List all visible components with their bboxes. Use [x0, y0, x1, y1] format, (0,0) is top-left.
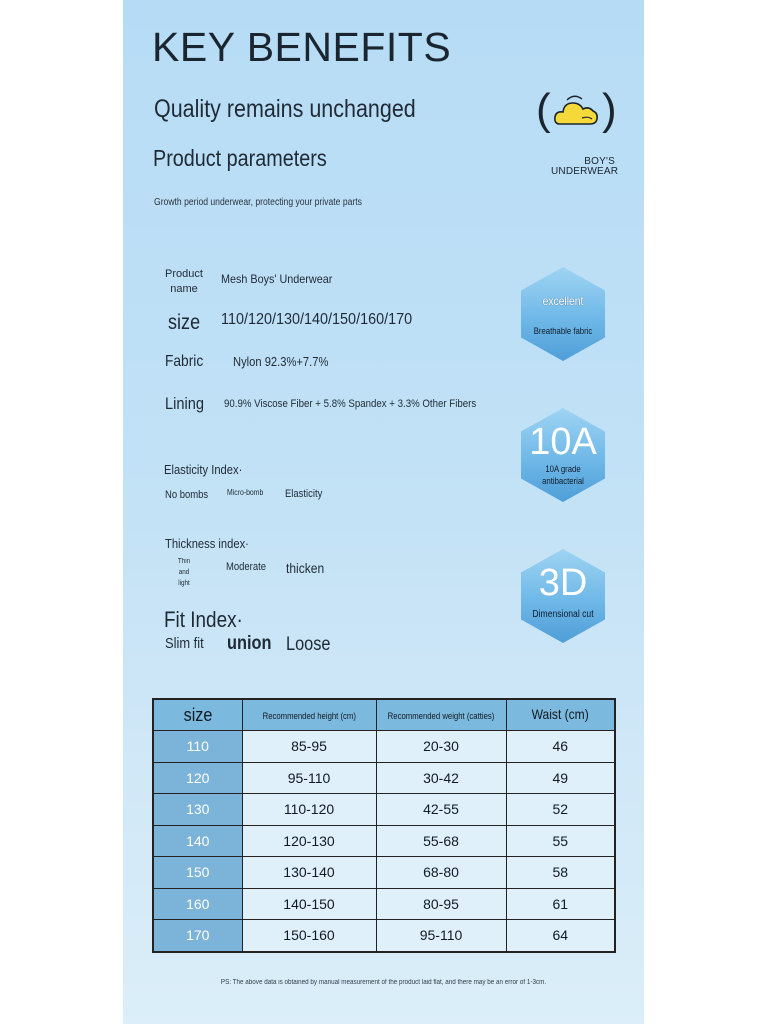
table-header-height: [242, 699, 376, 731]
weight-cell: 55-68: [376, 825, 506, 857]
table-row: [153, 762, 615, 794]
height-cell: 95-110: [242, 762, 376, 794]
lining-value: 90.9% Viscose Fiber + 5.8% Spandex + 3.3% Other Fibers: [224, 398, 477, 410]
hexagon-shape: [521, 267, 605, 361]
weight-cell: 30-42: [376, 762, 506, 794]
fit-option: Loose: [286, 634, 331, 655]
subtitle-text: Growth period underwear, protecting your private parts: [154, 197, 362, 208]
header-label: Recommended weight (catties): [387, 711, 495, 721]
size-cell: 140: [153, 825, 242, 857]
size-chart-table: [152, 698, 616, 953]
table-header-size: [153, 699, 242, 731]
cloud-icon: [552, 94, 600, 130]
thickness-option: Thin and light: [177, 558, 191, 587]
product-panel: [123, 0, 644, 1024]
weight-cell: 68-80: [376, 857, 506, 889]
height-cell: 130-140: [242, 857, 376, 889]
badge-caption: Breathable fabric: [533, 326, 593, 336]
fabric-label: Fabric: [165, 353, 204, 370]
table-row: [153, 794, 615, 826]
quality-heading: Quality remains unchanged: [154, 95, 416, 123]
fit-option: Slim fit: [165, 635, 204, 652]
weight-cell: 80-95: [376, 888, 506, 920]
badge-title: 10A: [529, 421, 597, 463]
brand-logo-text: [551, 156, 619, 177]
elasticity-option: Micro-bomb: [227, 488, 264, 497]
badge-title: 3D: [538, 562, 588, 604]
dimensional-cut-badge: [521, 549, 605, 643]
table-row: [153, 857, 615, 889]
logo-line-2: UNDERWEAR: [551, 166, 619, 177]
size-cell: 160: [153, 888, 242, 920]
table-header-row: [153, 699, 615, 731]
waist-cell: 46: [506, 731, 615, 763]
elasticity-option: Elasticity: [285, 488, 323, 500]
product-name-value: Mesh Boys' Underwear: [221, 272, 333, 286]
weight-cell: 42-55: [376, 794, 506, 826]
height-cell: 110-120: [242, 794, 376, 826]
page-title: KEY BENEFITS: [152, 24, 452, 70]
right-paren-glyph: ): [602, 85, 617, 134]
badge-caption: 10A grade antibacterial: [542, 464, 584, 486]
header-label: Waist (cm): [531, 706, 589, 722]
antibacterial-badge: [521, 408, 605, 502]
waist-cell: 55: [506, 825, 615, 857]
left-paren-glyph: (: [536, 85, 551, 134]
breathable-badge: [521, 267, 605, 361]
waist-cell: 64: [506, 920, 615, 952]
table-row: [153, 888, 615, 920]
lining-label: Lining: [165, 394, 205, 413]
table-header-weight: [376, 699, 506, 731]
fit-option: union: [227, 633, 272, 654]
badge-title: excellent: [542, 294, 584, 308]
logo-line-1: BOY'S: [584, 156, 615, 167]
product-parameters-heading: Product parameters: [153, 145, 327, 171]
thickness-option: Moderate: [226, 561, 266, 573]
table-row: [153, 731, 615, 763]
size-cell: 150: [153, 857, 242, 889]
table-row: [153, 920, 615, 952]
header-label: Recommended height (cm): [262, 711, 356, 721]
badge-caption: Dimensional cut: [532, 609, 594, 620]
fabric-value: Nylon 92.3%+7.7%: [233, 354, 329, 369]
weight-cell: 20-30: [376, 731, 506, 763]
height-cell: 150-160: [242, 920, 376, 952]
header-label: size: [183, 704, 213, 725]
brand-logo: [536, 86, 618, 138]
thickness-index-title: Thickness index·: [165, 536, 249, 551]
table-header-waist: [506, 699, 615, 731]
thickness-option: thicken: [286, 560, 325, 576]
height-cell: 140-150: [242, 888, 376, 920]
size-cell: 130: [153, 794, 242, 826]
waist-cell: 49: [506, 762, 615, 794]
size-cell: 110: [153, 731, 242, 763]
waist-cell: 61: [506, 888, 615, 920]
measurement-note: PS: The above data is obtained by manual measurement of the product laid flat, and there may be an error of 1-3cm.: [220, 979, 547, 986]
waist-cell: 58: [506, 857, 615, 889]
fit-index-title: Fit Index·: [164, 607, 243, 632]
size-cell: 170: [153, 920, 242, 952]
waist-cell: 52: [506, 794, 615, 826]
height-cell: 120-130: [242, 825, 376, 857]
weight-cell: 95-110: [376, 920, 506, 952]
size-cell: 120: [153, 762, 242, 794]
size-value: 110/120/130/140/150/160/170: [221, 311, 413, 328]
size-label: size: [168, 311, 201, 334]
elasticity-index-title: Elasticity Index·: [164, 462, 243, 477]
product-name-label: Product name: [165, 268, 203, 295]
elasticity-option: No bombs: [165, 489, 209, 501]
height-cell: 85-95: [242, 731, 376, 763]
table-row: [153, 825, 615, 857]
